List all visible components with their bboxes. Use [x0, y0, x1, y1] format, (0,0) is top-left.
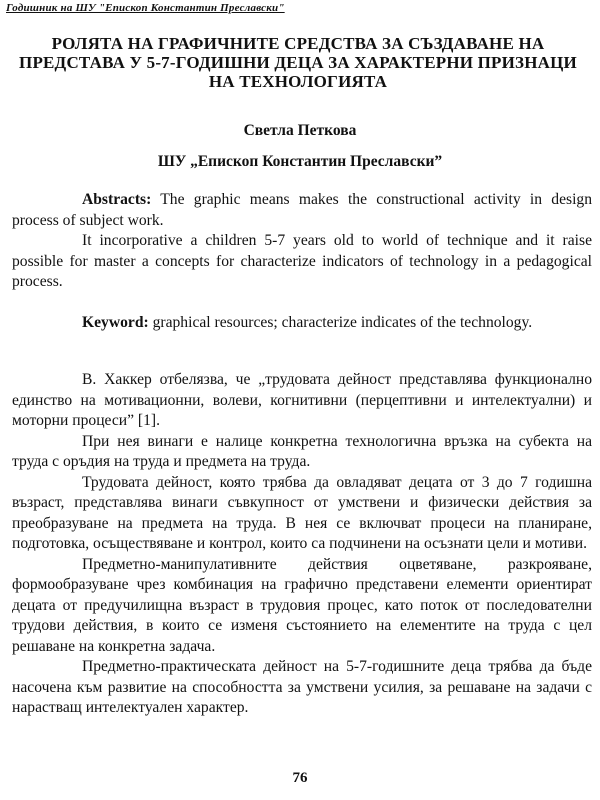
body-paragraph: Предметно-манипулативните действия оцветяване, разкрояване, формообразуване чрез комбинация на графично представени елементи ориентират децата от предучилищна възраст в трудовия процес, като поток от последователни трудови действия, в които се изменя състоянието на елементите на труда с цел решаване на конкретна задача. — [12, 555, 592, 655]
keyword-section — [12, 313, 592, 334]
paper-title: РОЛЯТА НА ГРАФИЧНИТЕ СРЕДСТВА ЗА СЪЗДАВАНЕ НА ПРЕДСТАВА У 5-7-ГОДИШНИ ДЕЦА ЗА ХАРАКТЕРНИ ПРИЗНАЦИ НА ТЕХНОЛОГИЯТА — [19, 34, 577, 91]
body-paragraph: В. Хаккер отбелязва, че „трудовата дейност представлява функционално единство на мотивационни, волеви, когнитивни (перцептивни и интелектуални) и моторни процеси” [1]. — [12, 371, 592, 429]
body-paragraph: Трудовата дейност, която трябва да овладяват децата от 3 до 7 годишна възраст, представлява винаги съвкупност от умствени и физически действия за преобразуване на предмета на труда. В нея се включват процеси на планиране, подготовка, осъществяване и контрол, които са подчинени на осъзнати цели и мотиви. — [12, 473, 592, 552]
body-paragraph: При нея винаги е налице конкретна технологична връзка на субекта на труда с оръдия на труда и предмета на труда. — [12, 432, 592, 470]
author-name: Светла Петкова — [243, 122, 357, 139]
abstract-label: Abstracts: — [82, 191, 152, 208]
keyword-label: Keyword: — [82, 314, 149, 331]
author-affiliation: ШУ „Епископ Константин Преславски” — [157, 153, 443, 170]
abstract-section — [12, 190, 592, 293]
abstract-paragraph-2: It incorporative a children 5-7 years old to world of technique and it raise possible for master a concepts for characterize indicators of technology in a pedagogical process. — [12, 232, 592, 290]
body-paragraph: Предметно-практическата дейност на 5-7-годишните деца трябва да бъде насочена към развитие на способността за умствени усилия, за решаване на задачи с нарастващ интелектуален характер. — [12, 658, 592, 716]
abstract-paragraph-1 — [12, 190, 592, 231]
page-number: 76 — [292, 770, 308, 786]
abstract-text-1: The graphic means makes the constructional activity in design process of subject work. — [12, 191, 592, 229]
main-text — [12, 370, 592, 719]
keyword-paragraph — [12, 313, 592, 334]
keyword-text: graphical resources; characterize indicates of the technology. — [148, 314, 533, 331]
running-header: Годишник на ШУ "Епископ Константин Преславски" — [6, 2, 285, 14]
